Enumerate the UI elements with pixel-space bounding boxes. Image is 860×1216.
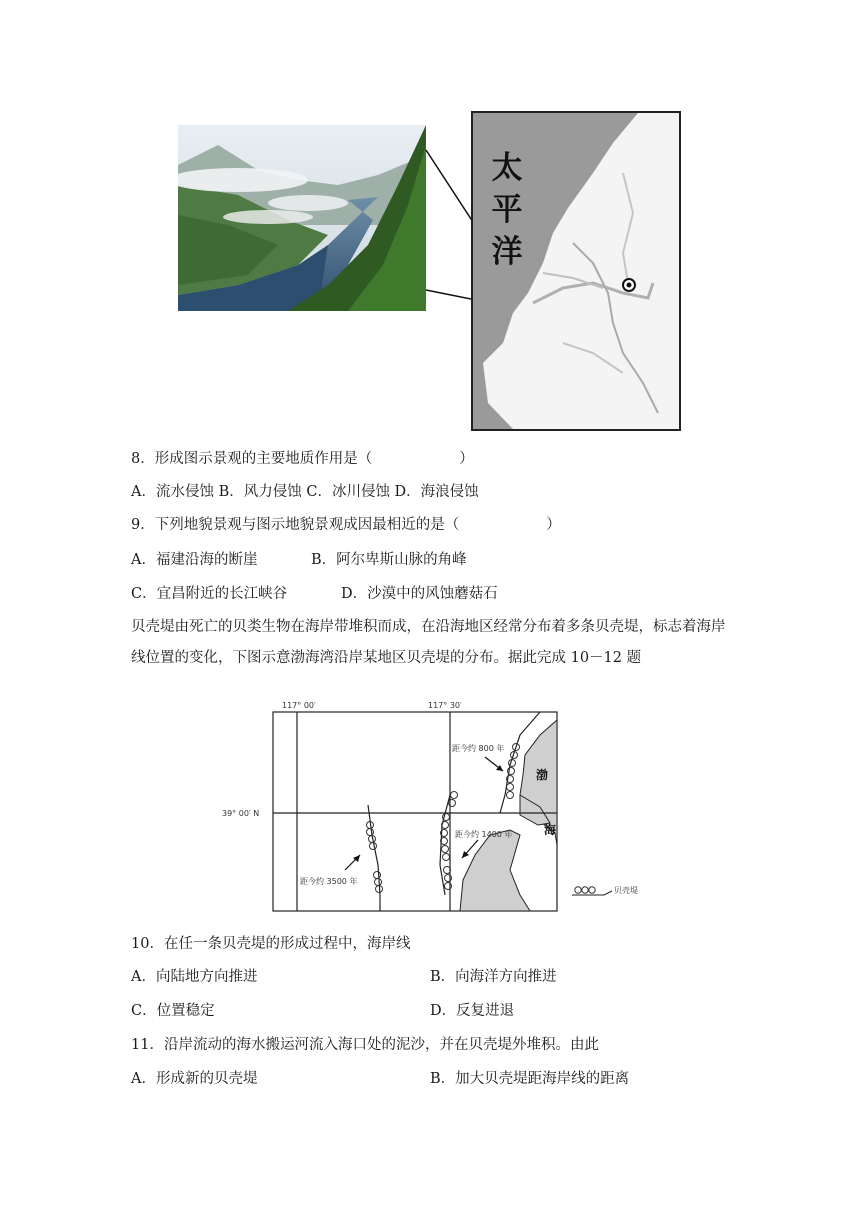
legend-label: 贝壳堤 xyxy=(614,886,638,895)
q9-option-a: A．福建沿海的断崖 xyxy=(131,552,258,568)
legend-shell-ridge-icon xyxy=(572,887,612,895)
q9-option-d: D．沙漠中的风蚀蘑菇石 xyxy=(341,586,498,602)
ocean-char-2: 平 xyxy=(491,192,523,228)
ocean-char-3: 洋 xyxy=(491,234,523,270)
q10-option-c: C．位置稳定 xyxy=(131,1003,215,1019)
shell-ridge-800-label: 距今约 800 年 xyxy=(452,744,505,753)
q10-options-row2 xyxy=(131,1001,515,1021)
q8-stem: 8．形成图示景观的主要地质作用是（ ） xyxy=(131,451,474,467)
q8-options: A．流水侵蚀 B．风力侵蚀 C．冰川侵蚀 D．海浪侵蚀 xyxy=(131,484,479,500)
intro-paragraph: 贝壳堤由死亡的贝类生物在海岸带堆积而成，在沿海地区经常分布着多条贝壳堤，标志着海岸线位置的变化，下图示意渤海湾沿岸某地区贝壳堤的分布。据此完成 10－12 题 xyxy=(131,619,726,666)
q11-option-a: A．形成新的贝壳堤 xyxy=(131,1071,258,1087)
lat-label: 39° 00′ N xyxy=(222,809,260,818)
bohai-char-1: 渤 xyxy=(536,768,549,782)
shell-ridge-3500-label: 距今约 3500 年 xyxy=(300,877,358,886)
q9-option-b: B．阿尔卑斯山脉的角峰 xyxy=(311,552,467,568)
q9-stem: 9．下列地貌景观与图示地貌景观成因最相近的是（ ） xyxy=(131,517,561,533)
shell-ridge-map xyxy=(220,695,660,920)
q11-stem: 11．沿岸流动的海水搬运河流入海口处的泥沙，并在贝壳堤外堆积。由此 xyxy=(131,1037,599,1053)
ocean-char-1: 太 xyxy=(491,150,523,186)
q10-options-row1 xyxy=(131,967,557,987)
q9-option-c: C．宜昌附近的长江峡谷 xyxy=(131,586,288,602)
lon-right-label: 117° 30′ xyxy=(428,701,462,710)
shell-ridge-1400-label: 距今约 1400 年 xyxy=(455,830,513,839)
lon-left-label: 117° 00′ xyxy=(282,701,316,710)
q10-option-b: B．向海洋方向推进 xyxy=(430,969,557,985)
q10-option-a: A．向陆地方向推进 xyxy=(131,969,258,985)
bohai-char-2: 海 xyxy=(544,823,557,837)
q10-stem: 10．在任一条贝壳堤的形成过程中，海岸线 xyxy=(131,936,411,952)
q9-options-row1 xyxy=(131,550,467,570)
new-zealand-map xyxy=(471,111,681,431)
connector-lines xyxy=(0,0,860,450)
q9-options-row2 xyxy=(131,584,498,604)
q11-option-b: B．加大贝壳堤距海岸线的距离 xyxy=(430,1071,630,1087)
ocean-label xyxy=(487,147,527,273)
q11-options-row1 xyxy=(131,1069,630,1089)
q10-option-d: D．反复进退 xyxy=(430,1003,515,1019)
